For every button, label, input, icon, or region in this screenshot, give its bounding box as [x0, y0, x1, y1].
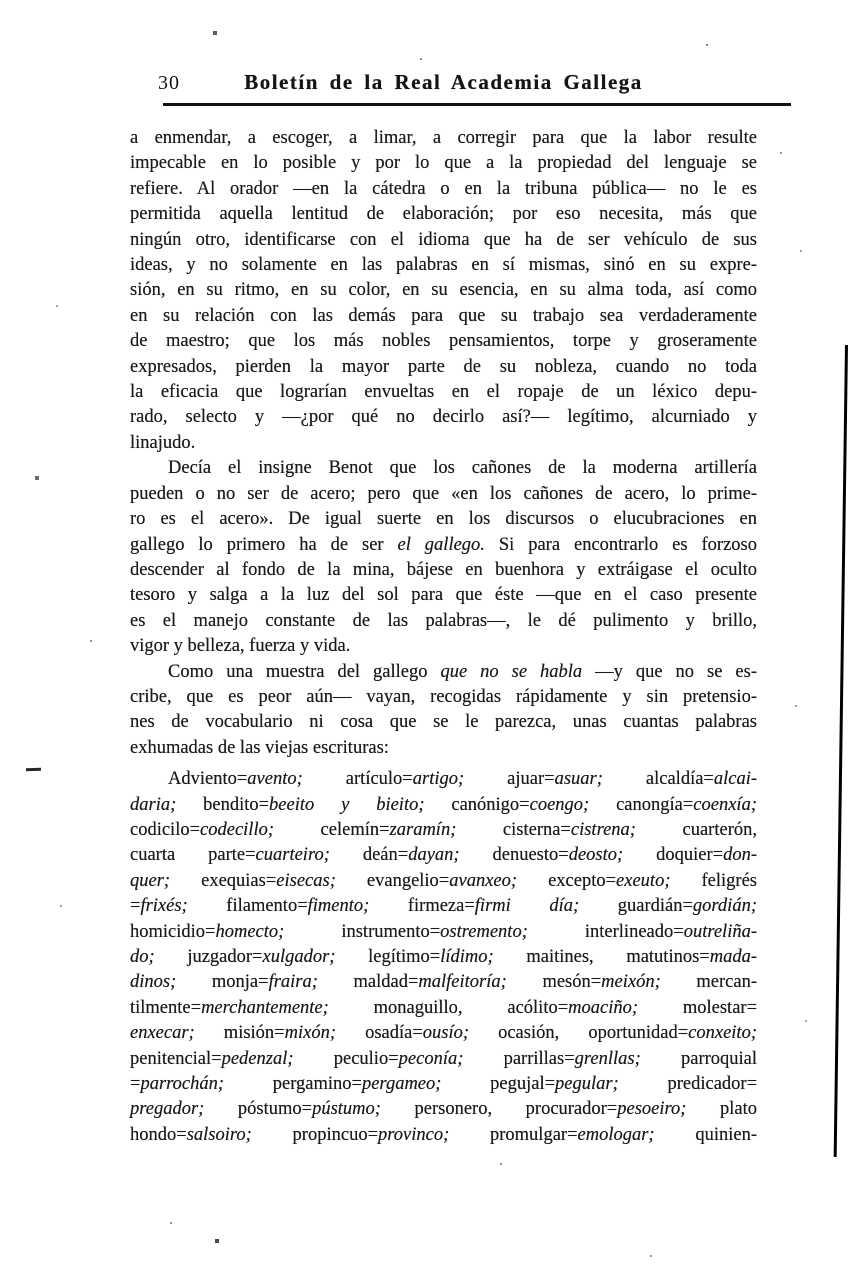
- text-segment: pegujal=: [441, 1074, 556, 1095]
- gallego-term: pregador;: [130, 1099, 205, 1120]
- text-line: [130, 533, 757, 558]
- text-segment: personero, procurador=: [380, 1099, 618, 1120]
- text-segment: ocasión, oportunidad=: [469, 1023, 689, 1044]
- text-segment: celemín=: [274, 819, 390, 840]
- text-line: [130, 818, 757, 843]
- text-segment: cisterna=: [456, 819, 571, 840]
- text-line: [130, 1021, 757, 1046]
- gallego-term: conxeito;: [688, 1023, 757, 1044]
- text-segment: firmeza=: [369, 896, 475, 917]
- gallego-term: ousío;: [422, 1023, 470, 1044]
- gallego-term: enxecar;: [130, 1023, 195, 1044]
- text-segment: homicidio=: [130, 921, 216, 942]
- text-segment: pueden o no ser de acero; pero que «en los cañones de acero, lo prime-: [130, 483, 757, 504]
- text-segment: Adviento=: [168, 769, 248, 790]
- text-segment: vigor y belleza, fuerza y vida.: [130, 636, 351, 657]
- text-segment: bendito=: [176, 794, 270, 815]
- text-segment: alcaldía=: [602, 769, 714, 790]
- gallego-term: alcai-: [713, 769, 758, 790]
- text-line: [130, 558, 757, 583]
- gallego-term: el gallego.: [397, 534, 485, 555]
- text-segment: linajudo.: [130, 432, 196, 453]
- text-segment: doquier=: [623, 845, 724, 866]
- scan-edge-artifact: [834, 345, 848, 1157]
- gallego-term: salsoiro;: [186, 1124, 252, 1145]
- text-segment: cribe, que es peor aún— vayan, recogidas rápidamente y sin pretensio-: [130, 686, 757, 707]
- text-segment: predicador=: [618, 1074, 758, 1095]
- text-line: [130, 278, 757, 303]
- gallego-term: do;: [130, 947, 155, 967]
- gallego-term: daria;: [130, 794, 177, 815]
- gallego-term: dayan;: [408, 845, 460, 866]
- gallego-term: homecto;: [215, 921, 285, 942]
- text-line: [130, 355, 757, 380]
- text-segment: Como una muestra del gallego: [168, 661, 441, 682]
- paragraph: [130, 456, 757, 659]
- text-segment: ideas, y no solamente en las palabras en sí mismas, sinó en su expre-: [130, 255, 757, 276]
- text-segment: sión, en su ritmo, en su color, en su esencia, en su alma toda, así como: [130, 280, 757, 301]
- text-segment: denuesto=: [459, 845, 569, 866]
- scan-speckles: [0, 0, 2, 2]
- gallego-term: quer;: [130, 870, 171, 891]
- gallego-term: coenxía;: [693, 794, 757, 815]
- text-line: [130, 1072, 757, 1097]
- text-line: [130, 1123, 757, 1148]
- text-segment: refiere. Al orador —en la cátedra o en la tribuna pública— no le es: [130, 178, 757, 199]
- text-line: [130, 920, 757, 945]
- gallego-term: parrochán;: [140, 1074, 225, 1095]
- text-segment: exhumadas de las viejas escrituras:: [130, 737, 389, 758]
- paragraph: [130, 660, 757, 762]
- text-line: [130, 710, 757, 735]
- gallego-term: que no se habla: [440, 661, 583, 682]
- text-segment: penitencial=: [130, 1048, 222, 1069]
- text-line: [130, 177, 757, 202]
- text-segment: de maestro; que los más nobles pensamientos, torpe y groseramente: [130, 331, 757, 352]
- gallego-term: deosto;: [568, 845, 624, 866]
- text-segment: quinien-: [654, 1124, 758, 1145]
- text-line: [130, 685, 757, 710]
- gallego-term: xulgador;: [262, 947, 336, 967]
- text-segment: artículo=: [302, 769, 413, 790]
- text-line: [130, 894, 757, 919]
- text-line: [130, 151, 757, 176]
- gallego-term: pesoeiro;: [617, 1099, 687, 1120]
- text-segment: peculio=: [293, 1048, 399, 1069]
- text-segment: parroquial: [640, 1048, 758, 1069]
- text-segment: promulgar=: [449, 1124, 578, 1145]
- text-segment: Decía el insigne Benot que los cañones de la moderna artillería: [168, 458, 757, 479]
- gallego-term: dinos;: [130, 972, 177, 993]
- text-segment: =: [130, 1074, 141, 1095]
- text-line: [130, 304, 757, 329]
- text-segment: parrillas=: [463, 1048, 575, 1069]
- page-body: [130, 126, 757, 1148]
- gallego-term: malfeitoría;: [418, 972, 507, 993]
- text-segment: canónigo=: [424, 794, 530, 815]
- text-segment: monja=: [176, 972, 269, 993]
- text-segment: exequias=: [170, 870, 277, 891]
- gallego-term: fraira;: [268, 972, 318, 993]
- text-segment: Si para encontrarlo es forzoso: [484, 534, 757, 555]
- text-line: [130, 583, 757, 608]
- text-segment: juzgador=: [154, 947, 263, 967]
- text-segment: cuarterón,: [635, 819, 757, 840]
- text-segment: a enmendar, a escoger, a limar, a corregir para que la labor resulte: [130, 128, 757, 148]
- text-segment: codicilo=: [130, 819, 201, 840]
- text-segment: evangelio=: [335, 870, 450, 891]
- text-segment: molestar=: [638, 997, 758, 1018]
- text-segment: =: [130, 896, 141, 917]
- gallego-term: pústumo;: [312, 1099, 381, 1120]
- gallego-term: avanxeo;: [449, 870, 518, 891]
- text-line: [130, 736, 757, 761]
- text-segment: hondo=: [130, 1124, 187, 1145]
- gallego-term: codecillo;: [200, 819, 274, 840]
- text-line: [130, 482, 757, 507]
- text-line: [130, 253, 757, 278]
- gallego-term: exeuto;: [616, 870, 671, 891]
- text-segment: ajuar=: [464, 769, 555, 790]
- text-segment: monaguillo, acólito=: [328, 997, 569, 1018]
- text-line: [130, 609, 757, 634]
- text-line: [130, 126, 757, 151]
- gallego-term: pergameo;: [361, 1074, 442, 1095]
- text-segment: filamento=: [187, 896, 308, 917]
- text-segment: descender al fondo de la mina, bájese en buenhora y extráigase el oculto: [130, 559, 757, 580]
- margin-dash-artifact: [26, 768, 41, 772]
- gallego-term: asuar;: [554, 769, 603, 790]
- text-segment: cuarta parte=: [130, 845, 256, 866]
- gallego-term: emologar;: [577, 1124, 655, 1145]
- gallego-term: meixón;: [601, 972, 661, 993]
- gallego-term: fimento;: [307, 896, 370, 917]
- text-line: [130, 767, 757, 792]
- text-segment: propincuo=: [251, 1124, 378, 1145]
- text-segment: mesón=: [506, 972, 602, 993]
- text-segment: póstumo=: [204, 1099, 313, 1120]
- text-line: [130, 970, 757, 995]
- text-segment: permitida aquella lentitud de elaboración; por eso necesita, más que: [130, 204, 757, 225]
- text-line: [130, 202, 757, 227]
- gallego-term: grenllas;: [574, 1048, 641, 1069]
- text-line: [130, 507, 757, 532]
- gallego-term: cuarteiro;: [255, 845, 330, 866]
- text-segment: guardián=: [579, 896, 693, 917]
- text-line: [130, 634, 757, 659]
- text-line: [130, 660, 757, 685]
- text-segment: expresados, pierden la mayor parte de su nobleza, cuando no toda: [130, 356, 757, 377]
- text-line: [130, 329, 757, 354]
- gallego-term: mada-: [709, 947, 757, 967]
- gallego-term: ostremento;: [440, 921, 528, 942]
- text-line: [130, 945, 757, 970]
- text-segment: maitines, matutinos=: [493, 947, 710, 967]
- gallego-term: moaciño;: [568, 997, 639, 1018]
- gallego-term: don-: [723, 845, 758, 866]
- text-line: [130, 228, 757, 253]
- gallego-term: beeito y bieito;: [269, 794, 425, 815]
- gallego-term: pegular;: [555, 1074, 619, 1095]
- text-line: [130, 405, 757, 430]
- paragraph: [130, 767, 757, 1148]
- text-line: [130, 1047, 757, 1072]
- gallego-term: cistrena;: [570, 819, 636, 840]
- gallego-term: zaramín;: [389, 819, 457, 840]
- text-segment: ro es el acero». De igual suerte en los discursos o elucubraciones en: [130, 509, 757, 530]
- text-segment: excepto=: [517, 870, 617, 891]
- text-segment: deán=: [329, 845, 409, 866]
- text-line: [130, 1097, 757, 1122]
- text-segment: pergamino=: [224, 1074, 362, 1095]
- text-line: [130, 456, 757, 481]
- gallego-term: frixés;: [140, 896, 188, 917]
- running-title: Boletín de la Real Academia Gallega: [244, 70, 643, 94]
- gallego-term: provinco;: [378, 1124, 450, 1145]
- paragraph: [130, 126, 757, 456]
- gallego-term: firmi día;: [474, 896, 580, 917]
- text-segment: gallego lo primero ha de ser: [130, 534, 398, 555]
- gallego-term: lídimo;: [440, 947, 494, 967]
- text-line: [130, 843, 757, 868]
- gallego-term: eisecas;: [276, 870, 336, 891]
- text-segment: misión=: [194, 1023, 285, 1044]
- text-segment: canongía=: [589, 794, 694, 815]
- text-line: [130, 431, 757, 456]
- gallego-term: outreliña-: [683, 921, 757, 942]
- text-line: [130, 869, 757, 894]
- text-segment: tilmente=: [130, 997, 202, 1018]
- text-segment: —y que no se es-: [582, 661, 757, 682]
- page-number: 30: [158, 72, 180, 94]
- text-segment: en su relación con las demás para que su trabajo sea verdaderamente: [130, 305, 757, 326]
- text-segment: feligrés: [670, 870, 757, 891]
- text-segment: tesoro y salga a la luz del sol para que éste —que en el caso presente: [130, 585, 757, 606]
- text-segment: ningún otro, identificarse con el idioma que ha de ser vehículo de sus: [130, 229, 757, 250]
- text-segment: impecable en lo posible y por lo que a la propiedad del lenguaje se: [130, 153, 757, 174]
- text-segment: rado, selecto y —¿por qué no decirlo así?— legítimo, alcurniado y: [130, 407, 757, 428]
- text-segment: maldad=: [317, 972, 419, 993]
- text-segment: legítimo=: [335, 947, 441, 967]
- text-segment: instrumento=: [284, 921, 441, 942]
- text-segment: nes de vocabulario ni cosa que se le parezca, unas cuantas palabras: [130, 712, 757, 733]
- text-segment: plato: [686, 1099, 757, 1120]
- text-segment: osadía=: [335, 1023, 423, 1044]
- text-line: [130, 380, 757, 405]
- text-line: [130, 996, 757, 1021]
- gallego-term: avento;: [247, 769, 303, 790]
- text-segment: es el manejo constante de las palabras—, le dé pulimento y brillo,: [130, 610, 757, 631]
- gallego-term: coengo;: [529, 794, 590, 815]
- text-segment: mercan-: [660, 972, 757, 993]
- text-segment: la eficacia que lograrían envueltas en el ropaje de un léxico depu-: [130, 382, 757, 403]
- gallego-term: mixón;: [284, 1023, 336, 1044]
- gallego-term: peconía;: [398, 1048, 464, 1069]
- gallego-term: gordián;: [692, 896, 757, 917]
- gallego-term: merchantemente;: [201, 997, 329, 1018]
- text-segment: interlineado=: [527, 921, 684, 942]
- header-rule: [163, 103, 791, 106]
- gallego-term: pedenzal;: [221, 1048, 294, 1069]
- page-header: [130, 70, 757, 100]
- gallego-term: artigo;: [412, 769, 465, 790]
- text-line: [130, 793, 757, 818]
